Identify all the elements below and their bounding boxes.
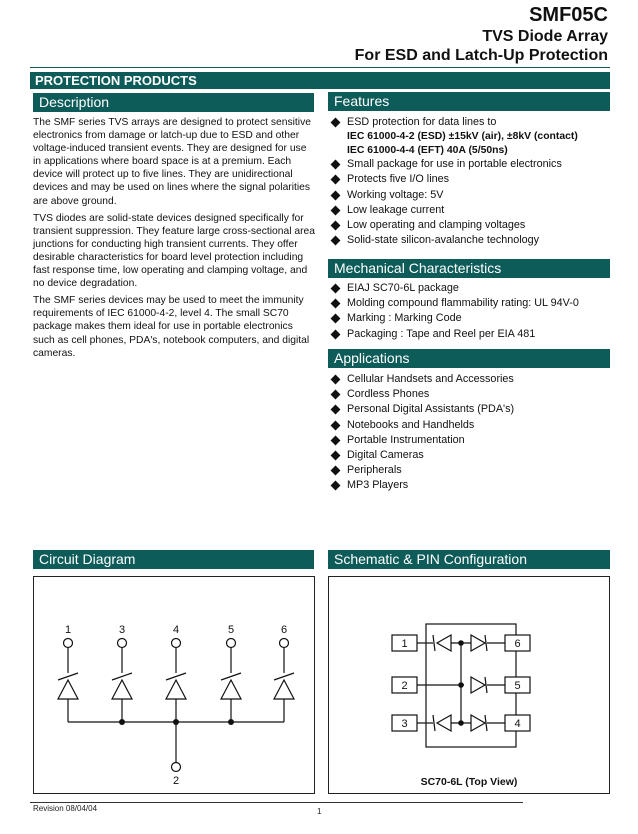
pin-label-3: 3 bbox=[118, 624, 126, 636]
bullet-diamond-icon bbox=[331, 314, 341, 324]
bullet-diamond-icon bbox=[331, 451, 341, 461]
pin-label-4: 4 bbox=[172, 624, 180, 636]
tvs-diode-1 bbox=[58, 639, 78, 723]
mechanical-heading: Mechanical Characteristics bbox=[328, 259, 610, 278]
bullet-diamond-icon bbox=[331, 118, 341, 128]
footer-rule bbox=[30, 802, 523, 803]
bullet-diamond-icon bbox=[331, 236, 341, 246]
revision-date: Revision 08/04/04 bbox=[33, 804, 98, 813]
bullet-diamond-icon bbox=[331, 405, 341, 415]
applications-heading: Applications bbox=[328, 349, 610, 368]
list-item: Marking : Marking Code bbox=[328, 311, 610, 326]
pin-configuration-diagram bbox=[329, 577, 609, 793]
pin-label-5: 5 bbox=[227, 624, 235, 636]
description-heading: Description bbox=[33, 93, 314, 112]
bullet-diamond-icon bbox=[331, 160, 341, 170]
feature-esd-standard: IEC 61000-4-2 (ESD) ±15kV (air), ±8kV (contact) bbox=[347, 131, 578, 143]
schematic-pin-5: 5 bbox=[514, 680, 521, 692]
bullet-diamond-icon bbox=[331, 205, 341, 215]
list-item: Peripherals bbox=[328, 463, 610, 478]
schematic-pin-1: 1 bbox=[401, 638, 408, 650]
product-category-band: PROTECTION PRODUCTS bbox=[30, 72, 610, 89]
applications-list bbox=[328, 372, 610, 494]
document-subtitle: TVS Diode Array bbox=[482, 28, 608, 45]
list-item: Protects five I/O lines bbox=[328, 172, 610, 187]
header-rule bbox=[30, 67, 610, 68]
bullet-diamond-icon bbox=[331, 390, 341, 400]
bullet-diamond-icon bbox=[331, 190, 341, 200]
schematic-heading: Schematic & PIN Configuration bbox=[328, 550, 610, 569]
circuit-diagram-heading: Circuit Diagram bbox=[33, 550, 314, 569]
description-paragraph-3: The SMF series devices may be used to meet the immunity requirements of IEC 61000-4-2, level 4. The small SC70 package makes them ideal for use in portable electronics such as cell phones, PDA's, notebook computers, and digital cameras. bbox=[33, 295, 310, 359]
schematic-pin-4: 4 bbox=[514, 718, 521, 730]
list-item: Working voltage: 5V bbox=[328, 188, 610, 203]
list-item: Small package for use in portable electronics bbox=[328, 157, 610, 172]
list-item: Packaging : Tape and Reel per EIA 481 bbox=[328, 327, 610, 342]
mechanical-list bbox=[328, 281, 610, 342]
list-item: EIAJ SC70-6L package bbox=[328, 281, 610, 296]
features-list bbox=[328, 115, 610, 248]
list-item: Low operating and clamping voltages bbox=[328, 218, 610, 233]
bullet-diamond-icon bbox=[331, 175, 341, 185]
part-number: SMF05C bbox=[529, 4, 608, 26]
package-caption: SC70-6L (Top View) bbox=[420, 776, 518, 788]
bullet-diamond-icon bbox=[331, 481, 341, 491]
circuit-diagram-box bbox=[33, 576, 315, 794]
list-item: Cellular Handsets and Accessories bbox=[328, 372, 610, 387]
features-heading: Features bbox=[328, 92, 610, 111]
schematic-pin-2: 2 bbox=[401, 680, 408, 692]
schematic-pin-3: 3 bbox=[401, 718, 408, 730]
bullet-diamond-icon bbox=[331, 329, 341, 339]
bullet-diamond-icon bbox=[331, 435, 341, 445]
feature-esd: ESD protection for data lines to IEC 61000-4-2 (ESD) ±15kV (air), ±8kV (contact) IEC 61000-4-4 (EFT) 40A (5/50ns) bbox=[328, 115, 610, 157]
tvs-diode-3 bbox=[112, 639, 132, 723]
list-item: Digital Cameras bbox=[328, 448, 610, 463]
document-subtitle-2: For ESD and Latch-Up Protection bbox=[354, 47, 608, 64]
bullet-diamond-icon bbox=[331, 466, 341, 476]
list-item: Portable Instrumentation bbox=[328, 433, 610, 448]
description-paragraph-1: The SMF series TVS arrays are designed to protect sensitive electronics from damage or latch-up due to ESD and other voltage-induced transient events. They are designed for use in applications where board space is at a premium. Each device will protect up to five lines. They are unidirectional devices and may be used on lines where the signal polarities are above ground. bbox=[33, 117, 311, 207]
circuit-diagram bbox=[34, 577, 314, 793]
bullet-diamond-icon bbox=[331, 420, 341, 430]
description-body bbox=[33, 116, 316, 364]
list-item: Low leakage current bbox=[328, 203, 610, 218]
pin-label-6: 6 bbox=[280, 624, 288, 636]
feature-eft-standard: IEC 61000-4-4 (EFT) 40A (5/50ns) bbox=[347, 144, 508, 156]
tvs-diode-6 bbox=[274, 639, 294, 723]
schematic-box bbox=[328, 576, 610, 794]
bullet-diamond-icon bbox=[331, 299, 341, 309]
list-item: Notebooks and Handhelds bbox=[328, 418, 610, 433]
bullet-diamond-icon bbox=[331, 284, 341, 294]
pin-label-1: 1 bbox=[64, 624, 72, 636]
tvs-diode-4 bbox=[166, 639, 186, 723]
tvs-diode-5 bbox=[221, 639, 241, 723]
schematic-pin-6: 6 bbox=[514, 638, 521, 650]
list-item: Molding compound flammability rating: UL 94V-0 bbox=[328, 296, 610, 311]
description-paragraph-2: TVS diodes are solid-state devices designed specifically for transient suppression. They feature large cross-sectional area junctions for conducting high transient currents. They offer desirable characteristics for board level protection including fast response time, low operating and clamping voltage, and no device degradation. bbox=[33, 212, 315, 290]
ground-pin-label: 2 bbox=[172, 775, 180, 787]
list-item: Cordless Phones bbox=[328, 387, 610, 402]
list-item: Personal Digital Assistants (PDA's) bbox=[328, 402, 610, 417]
bullet-diamond-icon bbox=[331, 221, 341, 231]
page-number: 1 bbox=[317, 807, 322, 816]
list-item: Solid-state silicon-avalanche technology bbox=[328, 233, 610, 248]
bullet-diamond-icon bbox=[331, 375, 341, 385]
list-item: MP3 Players bbox=[328, 478, 610, 493]
